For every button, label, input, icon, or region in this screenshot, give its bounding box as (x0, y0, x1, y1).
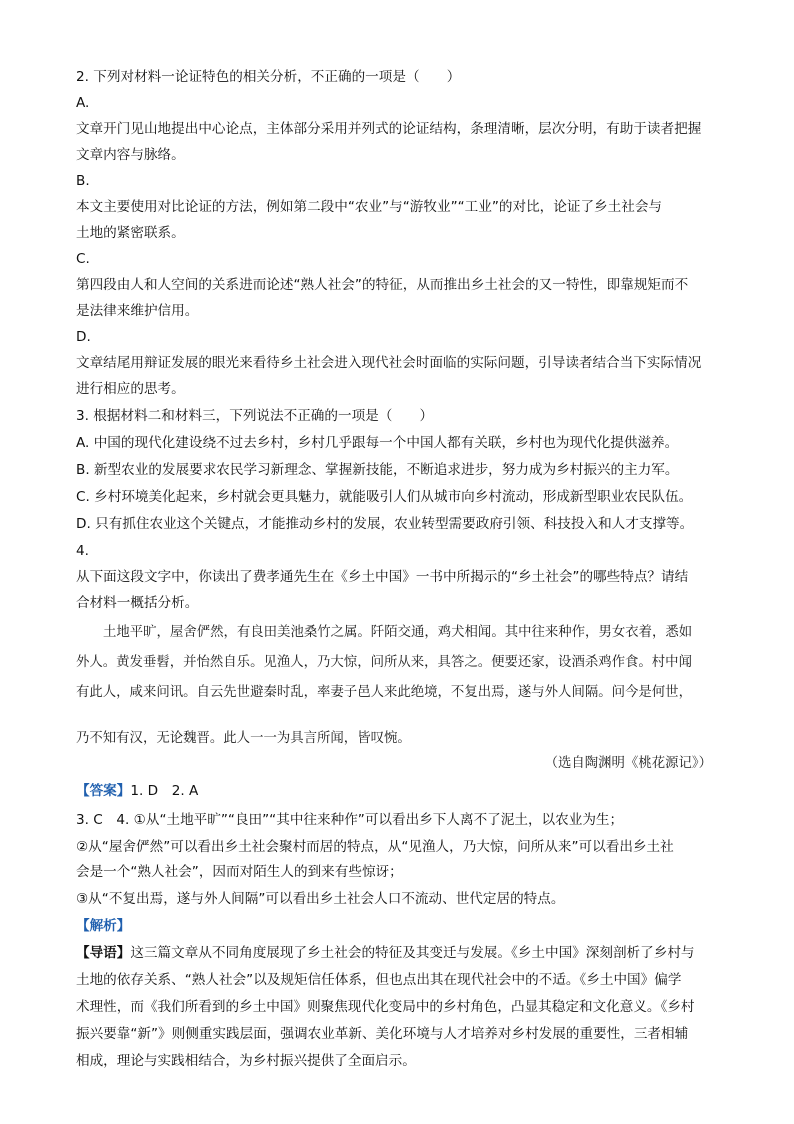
q3-option-a: A. 中国的现代化建设绕不过去乡村，乡村几乎跟每一个中国人都有关联，乡村也为现代化提供滋养。 (76, 435, 679, 451)
q3-option-d: D. 只有抓住农业这个关键点，才能推动乡村的发展，农业转型需要政府引领、科技投入和人才支撑等。 (76, 516, 694, 532)
answer-line5: ③从“不复出焉，遂与外人间隔”可以看出乡土社会人口不流动、世代定居的特点。 (76, 891, 565, 907)
analysis-text-1: 这三篇文章从不同角度展现了乡土社会的特征及其变迁与发展。《乡土中国》深刻剖析了乡村与 (130, 945, 695, 961)
q3-option-c: C. 乡村环境美化起来，乡村就会更具魅力，就能吸引人们从城市向乡村流动，形成新型职业农民队伍。 (76, 489, 693, 505)
q2-stem: 2. 下列对材料一论证特色的相关分析，不正确的一项是（ ） (76, 69, 461, 85)
answer-line3: ②从“屋舍俨然”可以看出乡土社会聚村而居的特点，从“见渔人，乃大惊，问所从来”可以看出乡土社 (76, 839, 674, 855)
q2-option-b-line1: 本文主要使用对比论证的方法，例如第二段中“农业”与“游牧业”“工业”的对比，论证了乡土社会与 (76, 199, 663, 215)
analysis-line2: 土地的依存关系、“熟人社会”以及规矩信任体系，但也点出其在现代社会中的不适。《乡土中国》偏学 (76, 972, 682, 988)
q4-passage-line2: 外人。黄发垂髫，并怡然自乐。见渔人，乃大惊，问所从来，具答之。便要还家，设酒杀鸡作食。村中闻 (76, 655, 692, 670)
q2-option-d-label: D. (76, 329, 91, 345)
q4-passage-line1: 土地平旷，屋舍俨然，有良田美池桑竹之属。阡陌交通，鸡犬相闻。其中往来种作，男女衣着，悉如 (103, 625, 693, 640)
analysis-line4: 振兴要靠“新”》则侧重实践层面，强调农业革新、美化环境与人才培养对乡村发展的重要性，三者相辅 (76, 1026, 689, 1042)
q2-option-a-line2: 文章内容与脉络。 (76, 147, 185, 163)
q3-option-b: B. 新型农业的发展要求农民学习新理念、掌握新技能，不断追求进步，努力成为乡村振兴的主力军。 (76, 462, 679, 478)
answer-tag: 【答案】 (76, 783, 131, 799)
q4-stem-line2: 合材料一概括分析。 (76, 595, 199, 611)
q2-option-a-line1: 文章开门见山地提出中心论点，主体部分采用并列式的论证结构，条理清晰，层次分明，有助于读者把握 (76, 121, 702, 137)
guide-tag: 【导语】 (76, 945, 131, 961)
q2-option-c-line1: 第四段由人和人空间的关系进而论述“熟人社会”的特征，从而推出乡土社会的又一特性，即靠规矩而不 (76, 277, 689, 293)
answer-line2: 3. C 4. ①从“土地平旷”“良田”“其中往来种作”可以看出乡下人离不了泥土，以农业为生； (76, 812, 624, 828)
analysis-line1 (76, 943, 695, 963)
q2-option-d-line2: 进行相应的思考。 (76, 381, 185, 397)
q2-option-a-label: A. (76, 95, 90, 111)
q2-option-b-line2: 土地的紧密联系。 (76, 225, 185, 241)
q2-option-b-label: B. (76, 173, 90, 189)
q4-number: 4. (76, 543, 89, 559)
answer-line4: 会是一个“熟人社会”，因而对陌生人的到来有些惊讶； (76, 864, 403, 880)
q2-option-d-line1: 文章结尾用辩证发展的眼光来看待乡土社会进入现代社会时面临的实际问题，引导读者结合当下实际情况 (76, 355, 702, 371)
q2-option-c-label: C. (76, 251, 90, 267)
q4-passage-source: （选自陶渊明《桃花源记》） (544, 756, 712, 771)
q4-passage-line4: 乃不知有汉，无论魏晋。此人一一为具言所闻，皆叹惋。 (76, 731, 411, 746)
q2-option-c-line2: 是法律来维护信用。 (76, 303, 199, 319)
q3-stem: 3. 根据材料二和材料三，下列说法不正确的一项是（ ） (76, 408, 434, 424)
q4-stem-line1: 从下面这段文字中，你读出了费孝通先生在《乡土中国》一书中所揭示的“乡土社会”的哪些特点？请结 (76, 569, 689, 585)
analysis-line5: 相成，理论与实践相结合，为乡村振兴提供了全面启示。 (76, 1053, 416, 1069)
answer-line1 (76, 781, 198, 801)
analysis-line3: 术理性，而《我们所看到的乡土中国》则聚焦现代化变局中的乡村角色，凸显其稳定和文化意义。《乡村 (76, 999, 695, 1015)
analysis-tag: 【解析】 (76, 918, 131, 934)
answer-q1-q2: 1. D 2. A (130, 783, 199, 799)
q4-passage-line3: 有此人，咸来问讯。自云先世避秦时乱，率妻子邑人来此绝境，不复出焉，遂与外人间隔。问今是何世， (76, 685, 692, 700)
